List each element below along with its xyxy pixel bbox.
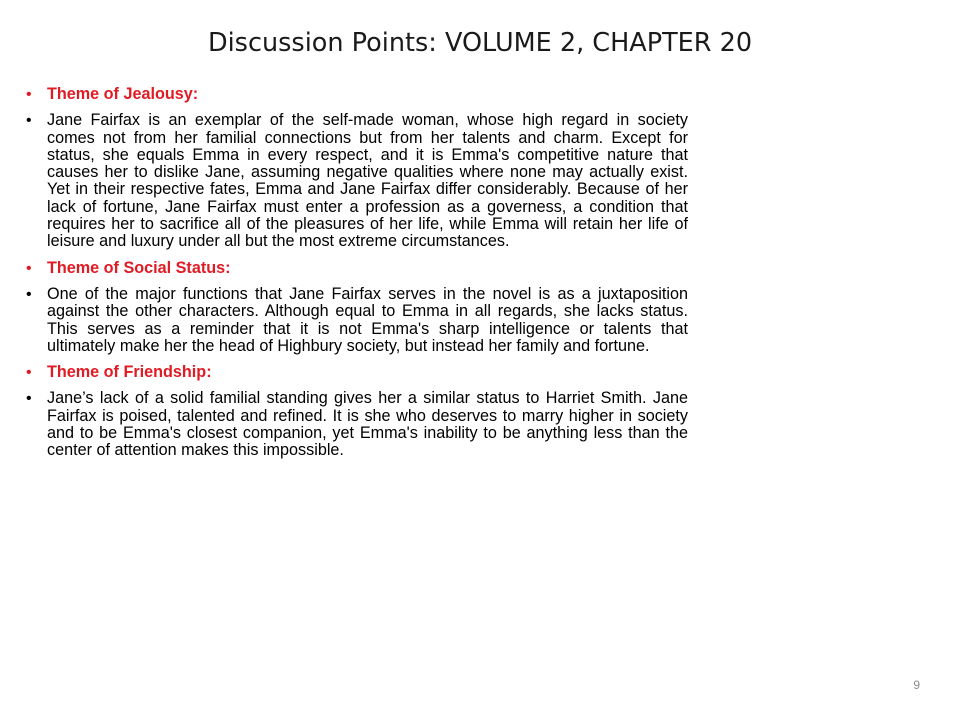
paragraph-friendship bbox=[26, 390, 688, 459]
paragraph-social-status bbox=[26, 286, 688, 355]
page-number: 9 bbox=[913, 678, 920, 692]
bullet-glyph: • bbox=[26, 285, 32, 303]
bullet-glyph: • bbox=[26, 86, 32, 103]
bullet-glyph: • bbox=[26, 390, 32, 408]
paragraph-text: One of the major functions that Jane Fairfax serves in the novel is as a juxtaposition against the other characters. Although equal to Emma in all regards, she lacks status. This serves as a reminder that it is not Emma's sharp intelligence or talents that ultimately make her the head of Highbury society, but instead her family and fortune. bbox=[47, 284, 688, 355]
heading-text: Theme of Jealousy: bbox=[47, 85, 199, 103]
heading-text: Theme of Social Status: bbox=[47, 258, 231, 277]
paragraph-text: Jane Fairfax is an exemplar of the self-made woman, whose high regard in society comes not from her familial connections but from her talents and charm. Except for status, she equals Emma in every respect, and it is Emma's competitive nature that causes her to dislike Jane, assuming negative qualities where none may actually exist. Yet in their respective fates, Emma and Jane Fairfax differ considerably. Because of her lack of fortune, Jane Fairfax must enter a profession as a governess, a condition that requires her to sacrifice all of the pleasures of her life, while Emma will retain her life of leisure and luxury under all but the most extreme circumstances. bbox=[47, 111, 688, 251]
slide-title: Discussion Points: VOLUME 2, CHAPTER 20 bbox=[207, 28, 753, 58]
paragraph-text: Jane’s lack of a solid familial standing gives her a similar status to Harriet Smith. Jane Fairfax is poised, talented and refined. It is she who deserves to marry higher in society and to be Emma's closest companion, yet Emma's inability to be anything less than the center of attention makes this impossible. bbox=[47, 389, 688, 460]
bullet-glyph: • bbox=[26, 259, 32, 277]
bullet-list bbox=[26, 86, 688, 460]
theme-heading-jealousy bbox=[26, 86, 688, 103]
heading-text: Theme of Friendship: bbox=[47, 363, 212, 382]
theme-heading-social-status bbox=[26, 260, 688, 277]
theme-heading-friendship bbox=[26, 364, 688, 381]
bullet-glyph: • bbox=[26, 112, 32, 130]
bullet-glyph: • bbox=[26, 364, 32, 382]
paragraph-jealousy bbox=[26, 112, 688, 250]
